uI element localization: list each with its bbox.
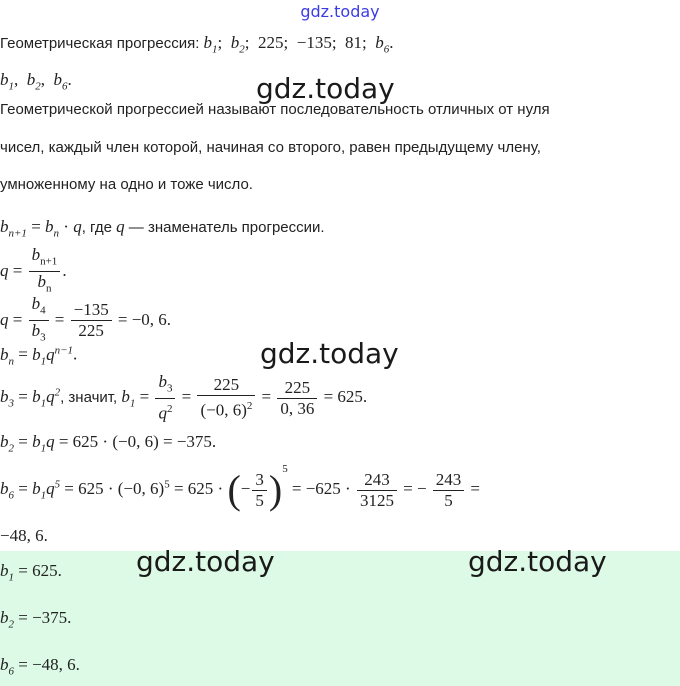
header-watermark: gdz.today (300, 2, 380, 21)
answer-b2: $b_2 = -375$. (0, 608, 72, 631)
b6-calculation: $b_6 = b_1q^5 = 625 \cdot (-0$, 6)$^5$ = 625 · (− $\frac{3}{5}$ )$^5$ = −625 · $\frac{243}{3125}$ = − $\frac{243}{5}$ = (0, 463, 480, 513)
answer-b6: $b_6 = -48$, 6. (0, 655, 80, 678)
definition-line-1: Геометрической прогрессией называют последовательность отличных от нуля (0, 101, 550, 118)
b1-calculation: $b_3 = b_1q^2$, значит, $b_1$ = $\frac{b_3}{q^2}$ = $\frac{225}{(-0, 6)^2}$ = $\frac{225}{0, 36}$ = 625. (0, 372, 368, 424)
recurrence-formula: $b_{n+1} = b_n \cdot q$, где q — знаменатель прогрессии. (0, 217, 325, 240)
watermark-text: gdz.today (260, 337, 399, 370)
problem-label: Геометрическая прогрессия: (0, 35, 200, 52)
q-calculation: q = $\frac{b_4}{b_3}$ = $\frac{-135}{225}$ = −0, 6. (0, 294, 172, 344)
formula-text: , где (81, 219, 112, 236)
b2-calculation: $b_2 = b_1q = 625 \cdot (-0$, 6) = −375. (0, 432, 217, 455)
watermark-text: gdz.today (468, 545, 607, 578)
b6-result: −48, 6. (0, 526, 48, 545)
answer-b1: $b_1 = 625$. (0, 561, 62, 584)
znachit-text: , значит, (60, 389, 118, 406)
nth-term-formula: $b_n = b_1q^{n-1}$. (0, 344, 78, 368)
unknowns-line: $b_1$, $b_2$, $b_6$. (0, 70, 72, 93)
definition-line-3: умноженному на одно и тоже число. (0, 176, 253, 193)
watermark-text: gdz.today (256, 72, 395, 105)
watermark-text: gdz.today (136, 545, 275, 578)
formula-after: — знаменатель прогрессии. (128, 219, 325, 236)
problem-statement: Геометрическая прогрессия: $b_1$; $b_2$; 225; −135; 81; $b_6$. (0, 33, 394, 56)
definition-line-2: чисел, каждый член которой, начиная со второго, равен предыдущему члену, (0, 139, 541, 156)
q-definition: q = $\frac{b_{n+1}}{b_n}$ . (0, 245, 67, 295)
